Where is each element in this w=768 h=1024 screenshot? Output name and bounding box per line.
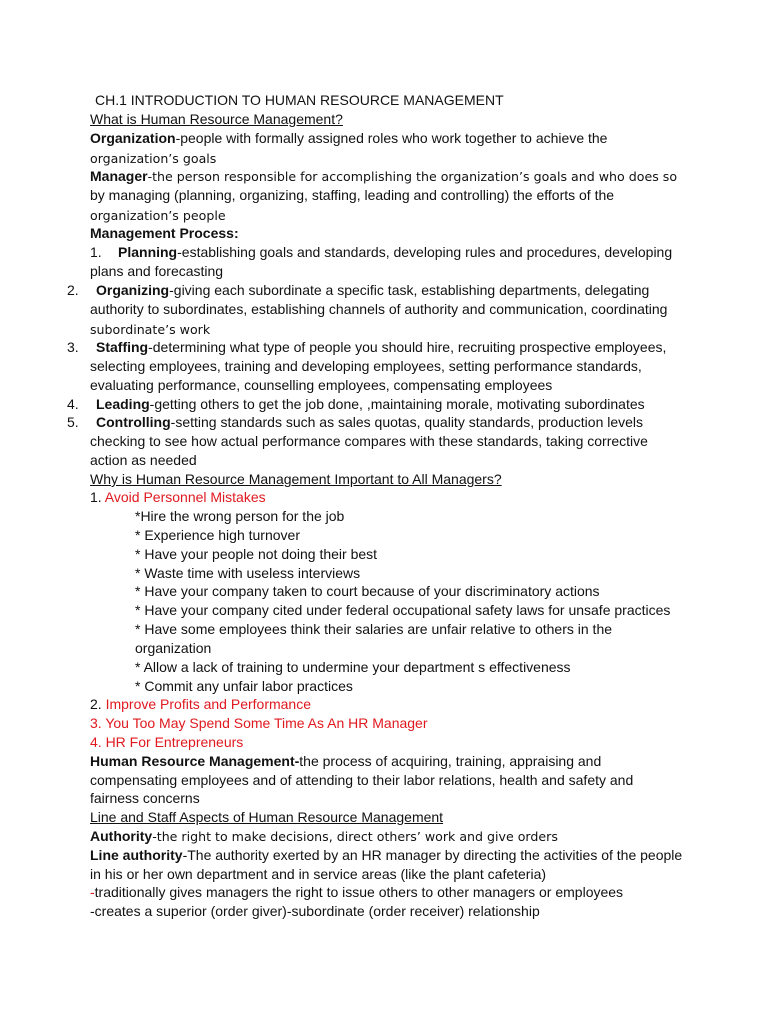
reason-3: 3. You Too May Spend Some Time As An HR Manager (90, 715, 428, 731)
list-item: * Have your people not doing their best (135, 546, 378, 562)
line-staff-heading: Line and Staff Aspects of Human Resource Management (90, 809, 444, 825)
manager-term: Manager (90, 168, 148, 184)
list-item-cont: organization (135, 640, 212, 656)
process-item-staffing-cont2: evaluating performance, counselling employees, compensating employees (90, 377, 553, 393)
list-item: * Have your company cited under federal occupational safety laws for unsafe practices (135, 602, 671, 618)
question-why-hrm-important: Why is Human Resource Management Important to All Managers? (90, 471, 502, 487)
authority-definition: Authority-the right to make decisions, direct others’ work and give orders (90, 828, 558, 844)
line-authority-term: Line authority (90, 847, 183, 863)
manager-definition-cont2: organization’s people (90, 208, 226, 223)
list-number: 4. (67, 396, 79, 412)
process-item-organizing-cont: authority to subordinates, establishing channels of authority and communication, coordinating (90, 301, 668, 317)
hrm-definition-cont: compensating employees and of attending to their labor relations, health and safety and (90, 772, 634, 788)
process-item-controlling: Controlling-setting standards such as sales quotas, quality standards, production levels (96, 414, 644, 430)
list-item: * Have some employees think their salaries are unfair relative to others in the (135, 621, 613, 637)
list-number: 2. (67, 282, 79, 298)
reason-4: 4. HR For Entrepreneurs (90, 734, 244, 750)
manager-definition-cont: by managing (planning, organizing, staffing, leading and controlling) the efforts of the (90, 187, 615, 203)
list-item: * Waste time with useless interviews (135, 565, 361, 581)
line-authority-bullet: -traditionally gives managers the right to issue others to other managers or employees (90, 884, 624, 900)
list-number: 1. (90, 244, 102, 260)
process-item-staffing: Staffing-determining what type of people you should hire, recruiting prospective employees, (96, 339, 667, 355)
question-what-is-hrm: What is Human Resource Management? (90, 111, 343, 127)
organization-term: Organization (90, 130, 176, 146)
list-number: 3. (67, 339, 79, 355)
process-item-organizing: Organizing-giving each subordinate a specific task, establishing departments, delegating (96, 282, 650, 298)
process-item-controlling-cont: checking to see how actual performance compares with these standards, taking corrective (90, 433, 648, 449)
list-item: * Have your company taken to court because of your discriminatory actions (135, 583, 600, 599)
hrm-definition-cont2: fairness concerns (90, 790, 200, 806)
list-item: * Experience high turnover (135, 527, 300, 543)
reason-2: 2. Improve Profits and Performance (90, 696, 311, 712)
list-item: * Commit any unfair labor practices (135, 678, 353, 694)
process-item-leading: Leading-getting others to get the job done, ,maintaining morale, motivating subordinates (96, 396, 645, 412)
list-item: * Allow a lack of training to undermine your department s effectiveness (135, 659, 571, 675)
line-authority-definition: Line authority-The authority exerted by an HR manager by directing the activities of the people (90, 847, 683, 863)
organization-definition-cont: organization’s goals (90, 151, 217, 166)
hrm-definition: Human Resource Management-the process of acquiring, training, appraising and (90, 753, 602, 769)
line-authority-definition-cont: in his or her own department and in service areas (like the plant cafeteria) (90, 866, 547, 882)
reason-1: 1. Avoid Personnel Mistakes (90, 489, 266, 505)
authority-term: Authority (90, 828, 153, 844)
line-authority-bullet: -creates a superior (order giver)-subordinate (order receiver) relationship (90, 903, 540, 919)
hrm-term: Human Resource Management- (90, 753, 300, 769)
organization-definition: Organization-people with formally assigned roles who work together to achieve the (90, 130, 608, 146)
list-item: *Hire the wrong person for the job (135, 508, 345, 524)
list-number: 5. (67, 414, 79, 430)
doc-title: CH.1 INTRODUCTION TO HUMAN RESOURCE MANAGEMENT (95, 92, 504, 108)
process-item-planning-cont: plans and forecasting (90, 263, 224, 279)
manager-definition: Manager-the person responsible for accomplishing the organization’s goals and who does so (90, 168, 678, 184)
process-item-controlling-cont2: action as needed (90, 452, 197, 468)
process-item-organizing-cont2: subordinate’s work (90, 322, 211, 337)
process-item-staffing-cont: selecting employees, training and developing employees, setting performance standards, (90, 358, 642, 374)
process-item-planning: Planning-establishing goals and standards, developing rules and procedures, developing (118, 244, 673, 260)
management-process-heading: Management Process: (90, 225, 239, 241)
